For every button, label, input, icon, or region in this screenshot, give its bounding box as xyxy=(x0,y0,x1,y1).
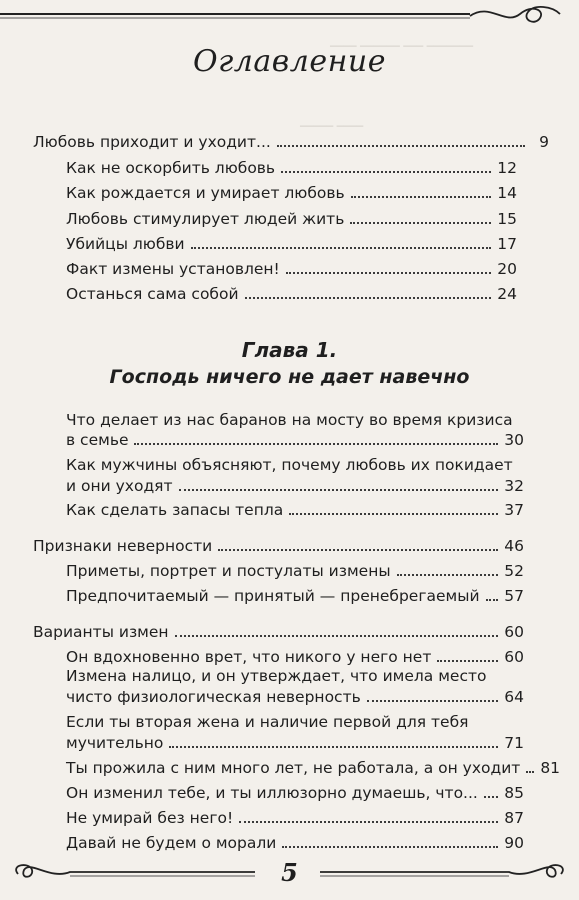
dot-leader xyxy=(282,846,498,848)
chapter-number: Глава 1. xyxy=(241,338,338,362)
toc-entry[interactable] xyxy=(33,623,524,641)
entry-title: Как не оскорбить любовь xyxy=(66,159,276,177)
entry-title: Любовь стимулирует людей жить xyxy=(66,210,345,228)
toc-entry[interactable] xyxy=(66,184,517,202)
toc-entry[interactable] xyxy=(66,734,524,752)
entry-title: Варианты измен xyxy=(33,623,169,641)
entry-page: 60 xyxy=(504,623,524,641)
dot-leader xyxy=(169,746,498,748)
chapter-title: Господь ничего не дает навечно xyxy=(109,366,470,388)
entry-title-line2: в семье xyxy=(66,431,129,449)
entry-page: 17 xyxy=(497,235,517,253)
entry-title: Факт измены установлен! xyxy=(66,260,280,278)
dot-leader xyxy=(367,700,499,702)
entry-title: Останься сама собой xyxy=(66,285,239,303)
entry-page: 9 xyxy=(539,133,549,151)
entry-page: 85 xyxy=(504,784,524,802)
dot-leader xyxy=(350,222,491,224)
toc-entry[interactable] xyxy=(66,431,524,449)
entry-page: 32 xyxy=(504,477,524,495)
entry-title-line1[interactable]: Измена налицо, и он утверждает, что имела место xyxy=(66,667,487,685)
entry-page: 30 xyxy=(504,431,524,449)
entry-title-line1[interactable]: Что делает из нас баранов на мосту во время кризиса xyxy=(66,411,513,429)
dot-leader xyxy=(289,513,498,515)
entry-page: 90 xyxy=(504,834,524,852)
entry-page: 87 xyxy=(504,809,524,827)
dot-leader xyxy=(191,247,492,249)
dot-leader xyxy=(245,297,492,299)
toc-entry[interactable] xyxy=(66,834,524,852)
dot-leader xyxy=(526,771,534,773)
entry-title: Как рождается и умирает любовь xyxy=(66,184,345,202)
entry-page: 24 xyxy=(497,285,517,303)
entry-page: 64 xyxy=(504,688,524,706)
dot-leader xyxy=(351,196,492,198)
toc-entry[interactable] xyxy=(66,260,517,278)
dot-leader xyxy=(175,635,499,637)
page-number: 5 xyxy=(281,858,298,887)
entry-title: Он вдохновенно врет, что никого у него нет xyxy=(66,648,432,666)
entry-title: Ты прожила с ним много лет, не работала, а он уходит xyxy=(66,759,521,777)
dot-leader xyxy=(286,272,491,274)
toc-entry[interactable] xyxy=(66,784,524,802)
entry-title-line1[interactable]: Если ты вторая жена и наличие первой для тебя xyxy=(66,713,469,731)
dot-leader xyxy=(484,796,498,798)
entry-title-line2: мучительно xyxy=(66,734,164,752)
toc-entry[interactable] xyxy=(66,587,524,605)
toc-entry[interactable] xyxy=(66,477,524,495)
entry-page: 71 xyxy=(504,734,524,752)
toc-entry[interactable] xyxy=(66,688,524,706)
entry-page: 20 xyxy=(497,260,517,278)
dot-leader xyxy=(397,574,499,576)
dot-leader xyxy=(281,171,491,173)
entry-page: 37 xyxy=(504,501,524,519)
entry-title: Как сделать запасы тепла xyxy=(66,501,284,519)
entry-page: 14 xyxy=(497,184,517,202)
entry-page: 60 xyxy=(504,648,524,666)
toc-entry[interactable] xyxy=(66,501,524,519)
top-ornament xyxy=(0,0,579,30)
toc-entry[interactable] xyxy=(66,648,524,666)
dot-leader xyxy=(277,145,525,147)
toc-entry[interactable] xyxy=(66,809,524,827)
bleed-through-text: ───── ──── xyxy=(300,120,364,133)
entry-title: Любовь приходит и уходит... xyxy=(33,133,271,151)
dot-leader xyxy=(486,599,499,601)
entry-page: 46 xyxy=(504,537,524,555)
entry-page: 52 xyxy=(504,562,524,580)
entry-page: 12 xyxy=(497,159,517,177)
entry-page: 81 xyxy=(540,759,561,777)
toc-entry[interactable] xyxy=(66,562,524,580)
toc-entry[interactable] xyxy=(66,235,517,253)
entry-title-line1[interactable]: Как мужчины объясняют, почему любовь их покидает xyxy=(66,456,513,474)
toc-entry[interactable] xyxy=(66,210,517,228)
entry-title: Признаки неверности xyxy=(33,537,213,555)
entry-title-line2: чисто физиологическая неверность xyxy=(66,688,361,706)
dot-leader xyxy=(134,443,498,445)
dot-leader xyxy=(179,489,499,491)
toc-entry[interactable] xyxy=(66,159,517,177)
entry-title: Предпочитаемый — принятый — пренебрегаемый xyxy=(66,587,480,605)
toc-entry[interactable] xyxy=(66,285,517,303)
entry-title: Он изменил тебе, и ты иллюзорно думаешь, что... xyxy=(66,784,478,802)
dot-leader xyxy=(437,660,498,662)
toc-entry[interactable] xyxy=(66,759,561,777)
entry-title: Не умирай без него! xyxy=(66,809,234,827)
toc-entry[interactable] xyxy=(33,133,549,151)
page-title: Оглавление xyxy=(193,44,386,79)
entry-title: Давай не будем о морали xyxy=(66,834,277,852)
dot-leader xyxy=(239,821,498,823)
entry-title: Убийцы любви xyxy=(66,235,185,253)
entry-page: 15 xyxy=(497,210,517,228)
entry-title: Приметы, портрет и постулаты измены xyxy=(66,562,391,580)
toc-entry[interactable] xyxy=(33,537,524,555)
dot-leader xyxy=(218,549,498,551)
bleed-through-text: ──── ────── ─── ─────── xyxy=(330,40,473,53)
entry-title-line2: и они уходят xyxy=(66,477,173,495)
entry-page: 57 xyxy=(504,587,524,605)
